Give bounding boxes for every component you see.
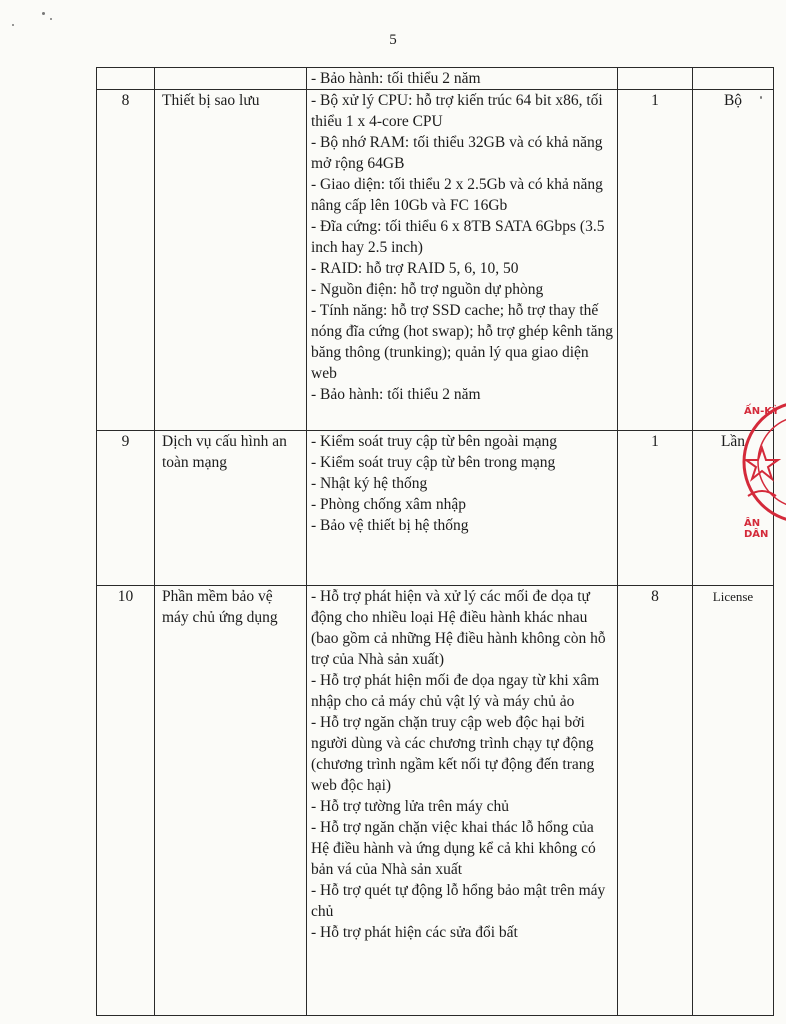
row-number: 8: [97, 90, 155, 431]
spec-line: - Đĩa cứng: tối thiểu 6 x 8TB SATA 6Gbps (3.5 inch hay 2.5 inch): [311, 218, 605, 256]
spec-line: - Hỗ trợ ngăn chặn việc khai thác lỗ hổng của Hệ điều hành và ứng dụng kể cả khi không có bản vá của Nhà sản xuất: [311, 819, 596, 878]
official-seal: [742, 400, 786, 560]
spec-line: - Hỗ trợ phát hiện mối đe dọa ngay từ khi xâm nhập cho cả máy chủ vật lý và máy chủ ảo: [311, 672, 600, 710]
table-row: [97, 68, 774, 90]
spec-line: - Hỗ trợ ngăn chặn truy cập web độc hại bởi người dùng và các chương trình chạy tự động (chương trình ngầm kết nối tự động đến trang web độc hại): [311, 714, 595, 794]
item-specs: [307, 431, 618, 586]
row-number: 10: [97, 586, 155, 1016]
equipment-spec-table: [96, 67, 774, 1016]
spec-line: - Hỗ trợ quét tự động lỗ hổng bảo mật trên máy chủ: [311, 882, 606, 920]
seal-star-icon: [746, 448, 778, 479]
spec-line: - Hỗ trợ phát hiện các sửa đổi bất: [311, 924, 518, 941]
scan-speck: [12, 24, 14, 26]
spec-line: - Bảo hành: tối thiểu 2 năm: [311, 386, 481, 403]
scan-speck: [760, 96, 762, 99]
spec-line: - Hỗ trợ tường lửa trên máy chủ: [311, 798, 510, 815]
spec-line: - Phòng chống xâm nhập: [311, 496, 466, 513]
item-specs: [307, 90, 618, 431]
seal-top-text: ẤN-KỲ: [744, 406, 780, 417]
item-quantity: 8: [618, 586, 693, 1016]
item-name: [155, 68, 307, 90]
item-name: Phần mềm bảo vệ máy chủ ứng dụng: [155, 586, 307, 1016]
spec-line: - Kiểm soát truy cập từ bên ngoài mạng: [311, 433, 558, 450]
row-number: 9: [97, 431, 155, 586]
item-quantity: 1: [618, 90, 693, 431]
item-specs: [307, 68, 618, 90]
item-name: Thiết bị sao lưu: [155, 90, 307, 431]
spec-line: - RAID: hỗ trợ RAID 5, 6, 10, 50: [311, 260, 519, 277]
scan-speck: [42, 12, 45, 15]
item-specs: [307, 586, 618, 1016]
spec-line: - Kiểm soát truy cập từ bên trong mạng: [311, 454, 556, 471]
spec-line: - Nguồn điện: hỗ trợ nguồn dự phòng: [311, 281, 544, 298]
item-quantity: [618, 68, 693, 90]
item-unit: [693, 68, 774, 90]
spec-line: - Tính năng: hỗ trợ SSD cache; hỗ trợ thay thế nóng đĩa cứng (hot swap); hỗ trợ ghép kênh tăng băng thông (trunking); quản lý qua giao diện web: [311, 302, 613, 382]
item-unit: Lần: [693, 431, 774, 586]
item-unit: License: [693, 586, 774, 1016]
spec-line: - Giao diện: tối thiểu 2 x 2.5Gb và có khả năng nâng cấp lên 10Gb và FC 16Gb: [311, 176, 603, 214]
spec-line: - Bộ xử lý CPU: hỗ trợ kiến trúc 64 bit x86, tối thiểu 1 x 4-core CPU: [311, 92, 603, 130]
seal-bottom-text: ÂN DÂN: [744, 518, 769, 540]
spec-line: - Hỗ trợ phát hiện và xử lý các mối đe dọa tự động cho nhiều loại Hệ điều hành khác nhau (bao gồm cả những Hệ điều hành không còn hỗ trợ của Nhà sản xuất): [311, 588, 606, 668]
table-row: [97, 90, 774, 431]
page-number: 5: [389, 32, 397, 48]
spec-line: - Nhật ký hệ thống: [311, 475, 428, 492]
item-name: Dịch vụ cấu hình an toàn mạng: [155, 431, 307, 586]
scan-speck: [50, 18, 52, 20]
row-number: [97, 68, 155, 90]
item-quantity: 1: [618, 431, 693, 586]
spec-line: - Bảo hành: tối thiểu 2 năm: [311, 70, 481, 87]
spec-line: - Bảo vệ thiết bị hệ thống: [311, 517, 469, 534]
spec-line: - Bộ nhớ RAM: tối thiểu 32GB và có khả năng mở rộng 64GB: [311, 134, 603, 172]
item-unit: Bộ: [693, 90, 774, 431]
table-row: [97, 586, 774, 1016]
table-row: [97, 431, 774, 586]
